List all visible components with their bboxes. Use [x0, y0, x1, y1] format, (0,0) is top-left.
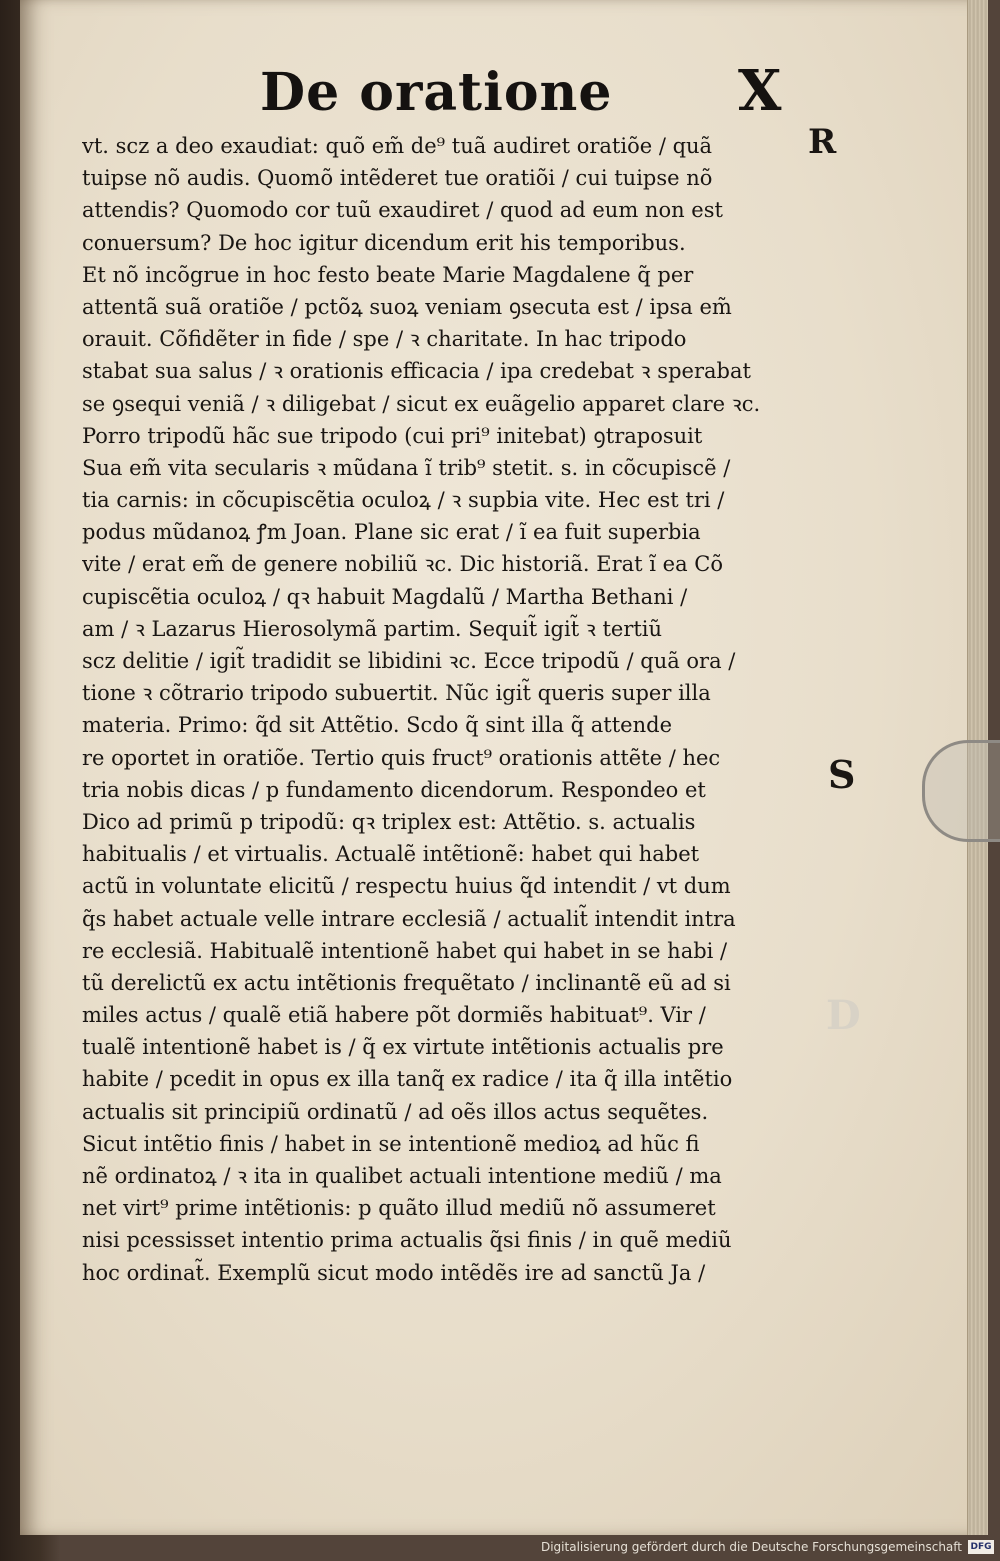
text-line: Sua em̃ vita secularis ꝛ mũdana ĩ trib⁹ stetit. s. in cõcupiscẽ / [82, 455, 731, 480]
text-line: miles actus / qualẽ etiã habere põt dormiẽs habituat⁹. Vir / [82, 1003, 706, 1028]
text-line: tia carnis: in cõcupiscẽtia oculoꝝ / ꝛ supbia vite. Hec est tri / [82, 488, 725, 513]
text-line: attendis? Quomodo cor tuũ exaudiret / quod ad eum non est [82, 198, 723, 223]
text-line: am / ꝛ Lazarus Hierosolymã partim. Sequit̃ igit̃ ꝛ tertiũ [82, 616, 663, 641]
text-line: materia. Primo: q̃d sit Attẽtio. Scdo q̃ sint illa q̃ attende [82, 713, 673, 738]
body-text [82, 130, 817, 1289]
dfg-logo-icon: DFG [968, 1540, 994, 1554]
book-page [20, 0, 988, 1535]
running-title: De oratione [260, 62, 613, 123]
margin-letter-s: S [828, 752, 856, 797]
digitization-credit [541, 1537, 994, 1557]
margin-letter-r: R [808, 122, 837, 162]
text-line: tria nobis dicas / p fundamento dicendorum. Respondeo et [82, 777, 706, 802]
text-line: conuersum? De hoc igitur dicendum erit his temporibus. [82, 230, 686, 255]
text-line: attentã suã oratiõe / pctõꝝ suoꝝ veniam ꝯsecuta est / ipsa em̃ [82, 294, 732, 319]
text-line: tualẽ intentionẽ habet is / q̃ ex virtute intẽtionis actualis pre [82, 1035, 724, 1060]
text-line: tuipse nõ audis. Quomõ intẽderet tue oratiõi / cui tuipse nõ [82, 166, 713, 191]
text-line: hoc ordinat̃. Exemplũ sicut modo intẽdẽs ire ad sanctũ Ja / [82, 1260, 706, 1285]
text-line: orauit. Cõfidẽter in fide / spe / ꝛ charitate. In hac tripodo [82, 327, 687, 352]
text-line: re oportet in oratiõe. Tertio quis fruct⁹ orationis attẽte / hec [82, 745, 721, 770]
text-line: stabat sua salus / ꝛ orationis efficacia / ipa credebat ꝛ sperabat [82, 359, 751, 384]
text-line: Dico ad primũ p tripodũ: qꝛ triplex est: Attẽtio. s. actualis [82, 809, 696, 834]
text-line: vt. scz a deo exaudiat: quõ em̃ de⁹ tuã audiret oratiõe / quã [82, 134, 713, 158]
margin-letter-d: D [826, 992, 861, 1039]
text-line: actualis sit principiũ ordinatũ / ad oẽs illos actus sequẽtes. [82, 1099, 709, 1124]
text-line: nẽ ordinatoꝝ / ꝛ ita in qualibet actuali intentione mediũ / ma [82, 1164, 722, 1188]
text-line: Sicut intẽtio finis / habet in se intentionẽ medioꝝ ad hũc fi [82, 1131, 700, 1156]
text-line: actũ in voluntate elicitũ / respectu huius q̃d intendit / vt dum [82, 874, 731, 899]
text-line: re ecclesiã. Habitualẽ intentionẽ habet qui habet in se habi / [82, 938, 728, 963]
text-line: tũ derelictũ ex actu intẽtionis frequẽtato / inclinantẽ eũ ad si [82, 970, 731, 995]
text-line: Et nõ incõgrue in hoc festo beate Marie Magdalene q̃ per [82, 262, 694, 287]
text-line: habitualis / et virtualis. Actualẽ intẽtionẽ: habet qui habet [82, 842, 700, 867]
text-line: q̃s habet actuale velle intrare ecclesiã / actualit̃ intendit intra [82, 906, 736, 931]
text-line: vite / erat em̃ de genere nobiliũ ꝛc. Dic historiã. Erat ĩ ea Cõ [82, 552, 723, 577]
text-line: net virt⁹ prime intẽtionis: p quãto illud mediũ nõ assumeret [82, 1196, 716, 1221]
text-line: cupiscẽtia oculoꝝ / qꝛ habuit Magdalũ / Martha Bethani / [82, 584, 688, 609]
text-line: habite / pcedit in opus ex illa tanq̃ ex radice / ita q̃ illa intẽtio [82, 1067, 733, 1092]
text-line: podus mũdanoꝝ ꝭm Joan. Plane sic erat / ĩ ea fuit superbia [82, 520, 701, 545]
text-line: Porro tripodũ hãc sue tripodo (cui pri⁹ initebat) ꝯtraposuit [82, 423, 703, 448]
folio-number: X [738, 58, 782, 124]
page-clip [922, 740, 1000, 842]
text-line: se ꝯsequi veniã / ꝛ diligebat / sicut ex euãgelio apparet clare ꝛc. [82, 391, 761, 416]
text-line: nisi pcessisset intentio prima actualis q̃si finis / in quẽ mediũ [82, 1228, 732, 1253]
text-line: scz delitie / igit̃ tradidit se libidini ꝛc. Ecce tripodũ / quã ora / [82, 649, 736, 673]
text-line: tione ꝛ cõtrario tripodo subuertit. Nũc igit̃ queris super illa [82, 681, 711, 706]
credit-text: Digitalisierung gefördert durch die Deutsche Forschungsgemeinschaft [540, 1540, 962, 1554]
